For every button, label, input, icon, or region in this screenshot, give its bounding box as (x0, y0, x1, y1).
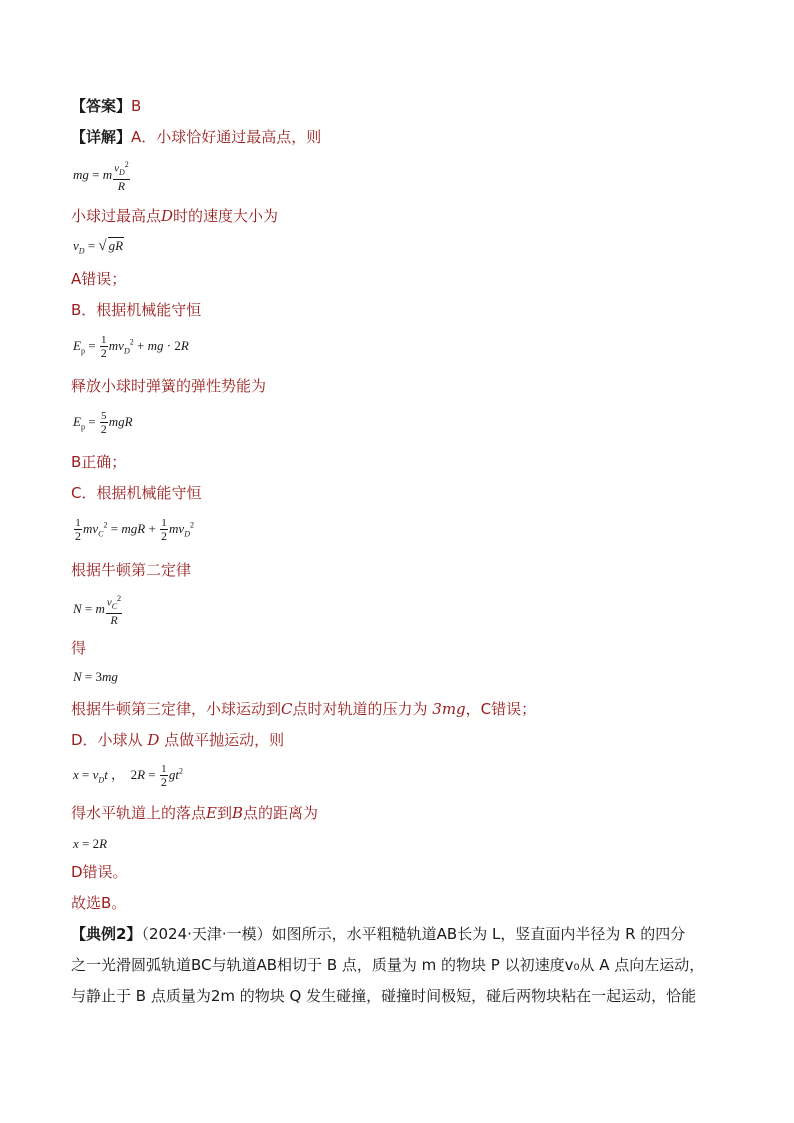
d-result-b: 到 (216, 804, 232, 822)
d-point: D (147, 731, 160, 749)
d-result-c: 点的距离为 (243, 804, 319, 822)
example2-line3: 与静止于 B 点质量为2m 的物块 Q 发生碰撞，碰撞时间极短，碰后两物块粘在一起运动，恰能 (71, 987, 697, 1005)
d-point-e: E (206, 804, 217, 822)
c-newton2: 根据牛顿第二定律 (71, 561, 192, 579)
detail-a-text: A．小球恰好通过最高点，则 (131, 128, 322, 146)
answer-value: B (131, 97, 142, 115)
c-force: 3mg (432, 700, 466, 718)
eq-c-normal: N = m $\frac{v_C^2}{R}$ (73, 594, 122, 627)
example2-label: 【典例2】 (71, 925, 142, 943)
d-point-b: B (231, 804, 244, 822)
example2-line1 (71, 923, 685, 945)
answer-line (71, 95, 141, 117)
eq-vd: $v_D$ = √ gR (73, 238, 124, 256)
d-intro-b: 点做平抛运动，则 (159, 731, 285, 749)
example2-source: （2024·天津·一模） (141, 925, 272, 943)
c-newton3 (71, 698, 536, 720)
d-result-a: 得水平轨道上的落点 (71, 804, 207, 822)
detail-a-intro (71, 126, 321, 148)
c-newton3-a: 根据牛顿第三定律，小球运动到 (71, 700, 282, 718)
b-intro: B．根据机械能守恒 (71, 301, 202, 319)
c-point: C (281, 700, 293, 718)
vd-text-a: 小球过最高点 (71, 207, 162, 225)
vd-text (71, 205, 278, 227)
b-right: B正确； (71, 453, 127, 471)
detail-label: 【详解】 (71, 128, 132, 146)
eq-ep-value: $E_p$ = $\frac{5}{2}$ mgR (73, 410, 133, 436)
conclusion: 故选B。 (71, 894, 127, 912)
eq-c-result: N = 3mg (73, 669, 118, 684)
c-newton3-b: 点时对轨道的压力为 (292, 700, 433, 718)
eq-ep-energy: $E_p$ = $\frac{1}{2}$ $mv_D^2$ + mg · 2R (73, 334, 189, 360)
eq-d-projectile: $x = v_Dt$ ， 2R = $\frac{1}{2}$ $gt^2$ (73, 763, 183, 789)
answer-label: 【答案】 (71, 97, 132, 115)
vd-point: D (161, 207, 174, 225)
c-newton3-c: ，C错误； (465, 700, 537, 718)
eq-d-result: x = 2R (73, 836, 108, 851)
example2-line2: 之一光滑圆弧轨道BC与轨道AB相切于 B 点，质量为 m 的物块 P 以初速度v₀从 A 点向左运动， (71, 956, 705, 974)
d-wrong: D错误。 (71, 863, 128, 881)
c-de: 得 (71, 639, 87, 657)
a-wrong: A错误； (71, 270, 127, 288)
d-result (71, 802, 318, 824)
example2-text1: 如图所示，水平粗糙轨道AB长为 L，竖直面内半径为 R 的四分 (271, 925, 686, 943)
d-intro-a: D．小球从 (71, 731, 148, 749)
c-intro: C．根据机械能守恒 (71, 484, 202, 502)
vd-text-b: 时的速度大小为 (173, 207, 279, 225)
b-release: 释放小球时弹簧的弹性势能为 (71, 377, 267, 395)
eq-c-energy: $\frac{1}{2}$ $mv_C^2$ = mgR + $\frac{1}{2}$ $mv_D^2$ (75, 517, 194, 543)
d-intro (71, 729, 284, 751)
eq-mg-centripetal: mg = m $\frac{v_D^2}{R}$ (73, 160, 129, 193)
